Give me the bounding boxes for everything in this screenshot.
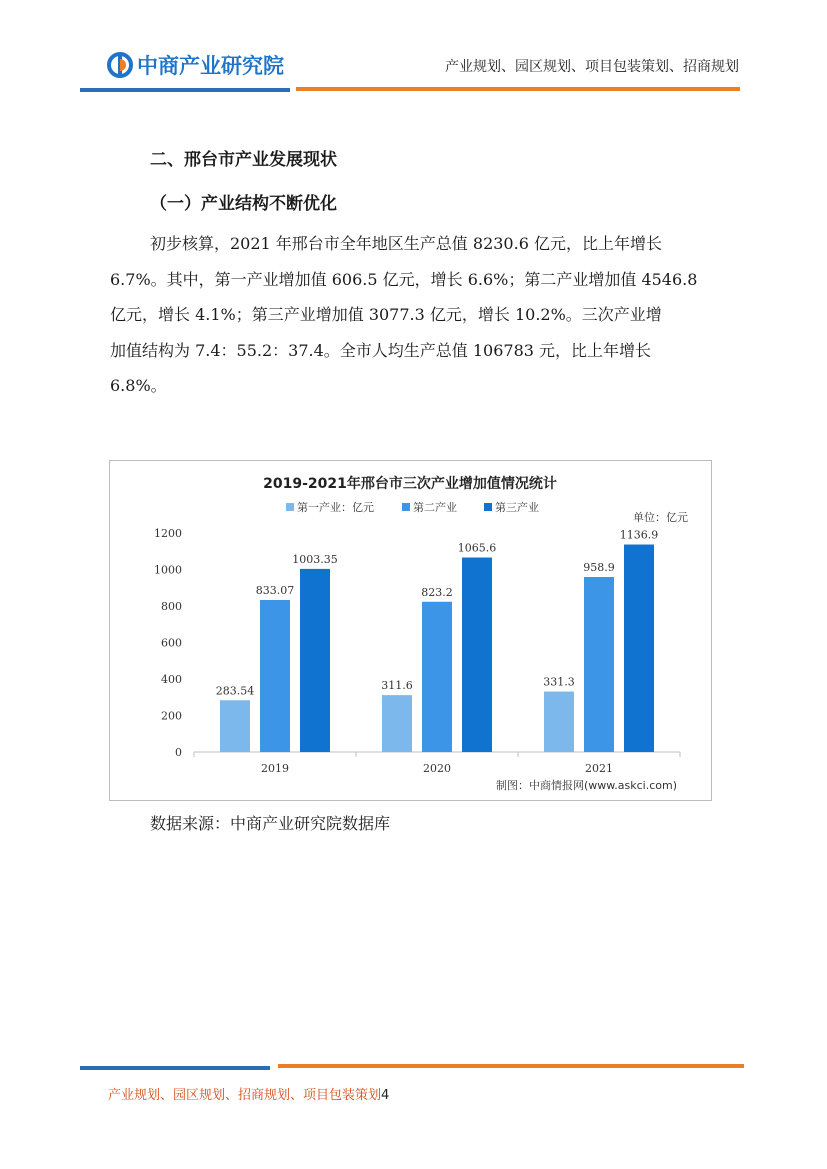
source-note: 数据来源：中商产业研究院数据库 <box>150 814 391 833</box>
bar-value-label: 331.3 <box>543 675 575 689</box>
page-number: 4 <box>381 1088 390 1103</box>
y-tick-label: 400 <box>161 673 182 686</box>
section-heading: 二、邢台市产业发展现状 <box>150 150 337 170</box>
bar-value-label: 833.07 <box>255 583 295 597</box>
bar-chart <box>110 461 711 800</box>
logo-text: 中商产业研究院 <box>137 54 284 78</box>
page-footer <box>108 1084 389 1103</box>
chart-credit: 制图：中商情报网(www.askci.com) <box>496 779 677 792</box>
header-tagline: 产业规划、园区规划、项目包装策划、招商规划 <box>445 59 739 75</box>
y-tick-label: 600 <box>161 636 182 650</box>
x-tick-label: 2019 <box>261 762 289 775</box>
footer-rule-orange <box>278 1064 744 1068</box>
header-rule-blue <box>80 88 290 92</box>
bar <box>584 577 614 752</box>
bar-value-label: 823.2 <box>421 585 453 599</box>
y-tick-label: 1200 <box>154 527 182 540</box>
footer-tagline: 产业规划、园区规划、招商规划、项目包装策划 <box>108 1088 382 1103</box>
paragraph-line: 6.8%。 <box>110 376 167 396</box>
legend-swatch <box>402 503 410 511</box>
bar <box>260 600 290 752</box>
bar-value-label: 283.54 <box>215 684 255 698</box>
bar-value-label: 1003.35 <box>292 552 338 566</box>
paragraph-line: 加值结构为 7.4：55.2：37.4。全市人均生产总值 106783 元，比上年增长 <box>110 340 652 360</box>
legend-label: 第一产业：亿元 <box>297 501 374 514</box>
y-tick-label: 1000 <box>154 563 182 577</box>
paragraph-line: 6.7%。其中，第一产业增加值 606.5 亿元，增长 6.6%；第二产业增加值 4546.8 <box>110 269 698 289</box>
bar <box>624 545 654 752</box>
logo-mark-icon <box>107 52 133 78</box>
legend-swatch <box>286 503 294 511</box>
chart-title: 2019-2021年邢台市三次产业增加值情况统计 <box>263 476 557 492</box>
bar-value-label: 1065.6 <box>457 541 497 555</box>
bar-value-label: 311.6 <box>381 679 413 693</box>
chart-frame <box>109 460 712 801</box>
paragraph-line: 初步核算，2021 年邢台市全年地区生产总值 8230.6 亿元，比上年增长 <box>150 234 662 253</box>
bar <box>422 602 452 752</box>
unit-label: 单位：亿元 <box>633 511 688 524</box>
x-tick-label: 2020 <box>423 762 451 775</box>
bar <box>544 692 574 752</box>
legend-label: 第三产业 <box>495 501 539 514</box>
x-tick-label: 2021 <box>585 762 613 775</box>
bar-value-label: 958.9 <box>583 561 615 575</box>
page-header <box>0 0 827 100</box>
body-paragraph <box>110 226 740 404</box>
legend-label: 第二产业 <box>413 501 457 514</box>
bar <box>382 695 412 752</box>
section-subheading: （一）产业结构不断优化 <box>150 194 337 214</box>
header-rule-orange <box>296 87 740 91</box>
footer-rule-blue <box>80 1066 270 1070</box>
bar <box>220 700 250 752</box>
bar-value-label: 1136.9 <box>619 528 659 542</box>
paragraph-line: 亿元，增长 4.1%；第三产业增加值 3077.3 亿元，增长 10.2%。三次产业增 <box>110 305 662 325</box>
logo <box>107 50 284 80</box>
legend-swatch <box>484 503 492 511</box>
y-tick-label: 200 <box>161 709 182 723</box>
bar <box>300 569 330 752</box>
bar <box>462 558 492 752</box>
y-tick-label: 800 <box>161 600 182 613</box>
y-tick-label: 0 <box>175 746 182 759</box>
